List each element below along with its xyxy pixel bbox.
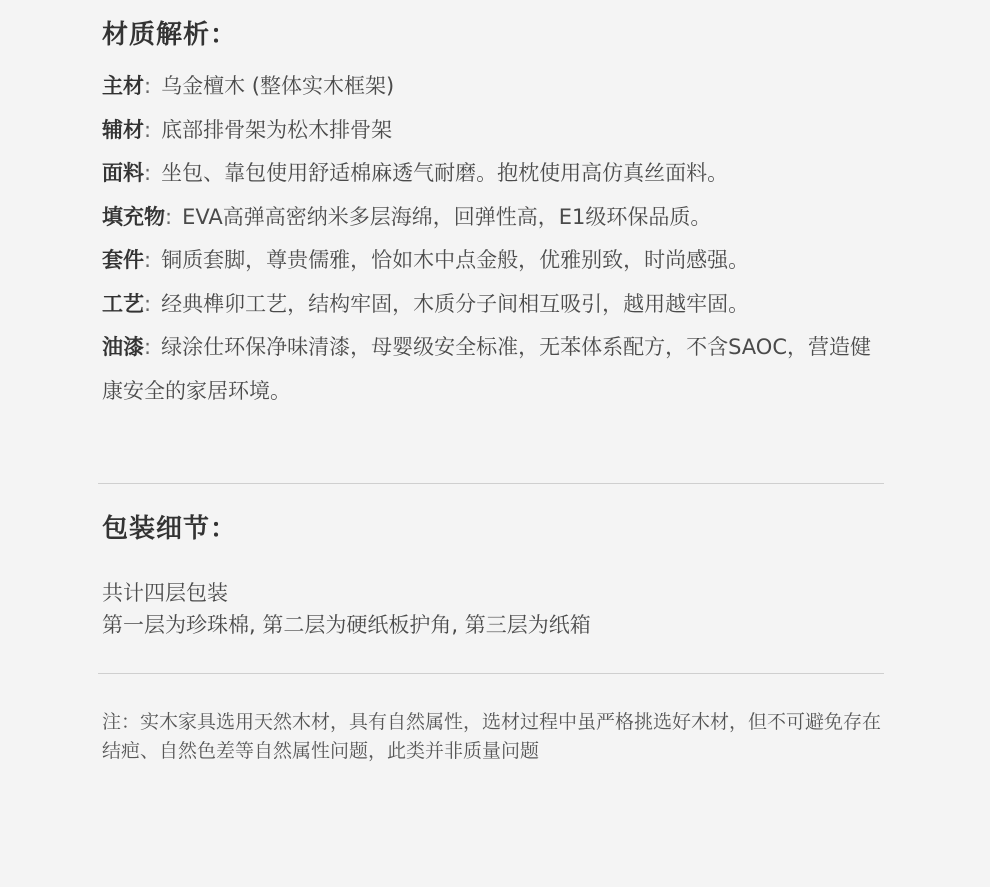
spec-value: 铜质套脚，尊贵儒雅，恰如木中点金般，优雅别致，时尚感强。 [161,248,750,273]
spec-row-hardware [102,239,884,283]
spec-value: 底部排骨架为松木排骨架 [161,117,393,142]
spec-separator: : [144,248,152,273]
spec-label: 工艺 [102,291,144,316]
spec-row-aux-material [102,109,884,153]
packaging-details [102,577,884,641]
spec-separator: : [144,117,152,142]
spec-label: 辅材 [102,117,144,142]
spec-value: 绿涂仕环保净味清漆，母婴级安全标准，无苯体系配方，不含SAOC，营造健康安全的家居环境。 [102,335,871,403]
section-divider [98,483,884,484]
spec-label: 填充物 [102,204,165,229]
packaging-summary: 共计四层包装 [102,581,228,606]
spec-value: 乌金檀木 (整体实木框架) [161,74,395,99]
spec-separator: : [144,335,152,360]
spec-separator: : [144,74,152,99]
spec-value: EVA高弹高密纳米多层海绵，回弹性高，E1级环保品质。 [182,204,712,229]
materials-list [102,65,884,413]
spec-label: 套件 [102,248,144,273]
spec-label: 面料 [102,161,144,186]
spec-label: 油漆 [102,335,144,360]
spec-row-paint [102,326,884,413]
spec-separator: : [165,204,173,229]
packaging-section [102,514,884,641]
spec-label: 主材 [102,74,144,99]
spec-row-craft [102,283,884,327]
spec-row-main-material [102,65,884,109]
materials-section [102,20,884,413]
spec-value: 经典榫卯工艺，结构牢固，木质分子间相互吸引，越用越牢固。 [161,291,750,316]
packaging-heading: 包装细节： [102,514,238,544]
section-divider [98,673,884,674]
spec-value: 坐包、靠包使用舒适棉麻透气耐磨。抱枕使用高仿真丝面料。 [161,161,729,186]
packaging-layers: 第一层为珍珠棉, 第二层为硬纸板护角, 第三层为纸箱 [102,613,591,638]
note-section [102,708,884,766]
spec-separator: : [144,161,152,186]
disclaimer-note: 注：实木家具选用天然木材，具有自然属性，选材过程中虽严格挑选好木材，但不可避免存在结疤、自然色差等自然属性问题，此类并非质量问题 [102,711,882,762]
spec-row-fabric [102,152,884,196]
spec-separator: : [144,291,152,316]
spec-row-filling [102,196,884,240]
materials-heading: 材质解析： [102,20,238,50]
